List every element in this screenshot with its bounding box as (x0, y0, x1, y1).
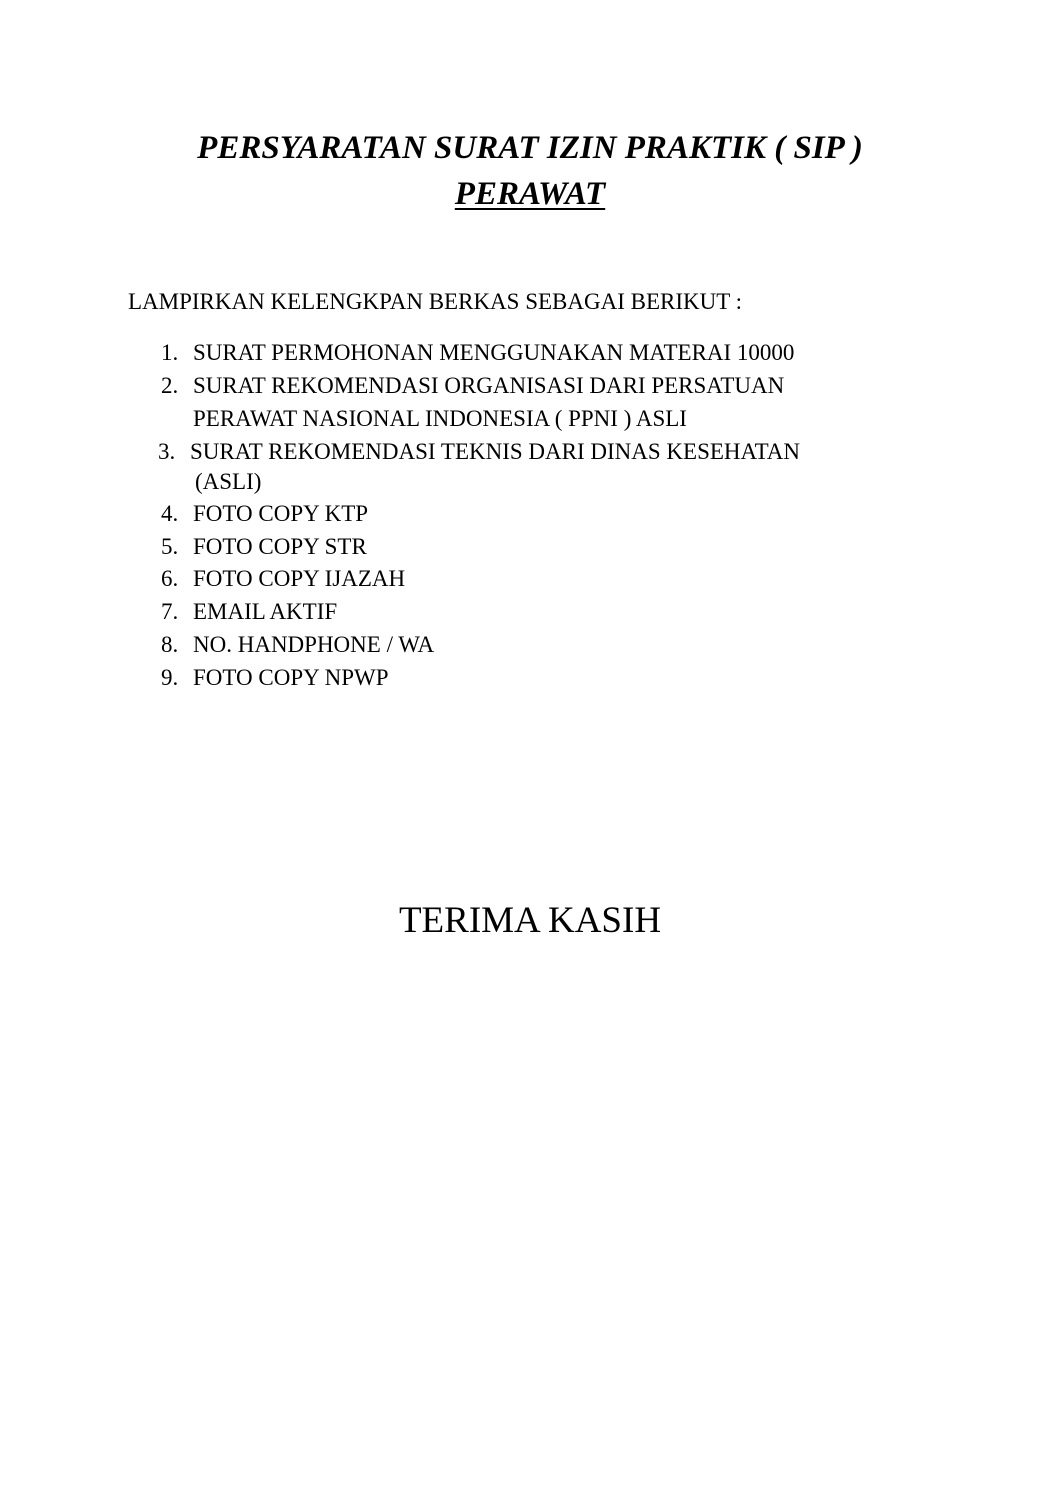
list-item-number: 8. (161, 632, 179, 657)
list-item-continuation: PERAWAT NASIONAL INDONESIA ( PPNI ) ASLI (193, 406, 687, 431)
list-item-text: FOTO COPY STR (193, 534, 367, 559)
intro-text: LAMPIRKAN KELENGKPAN BERKAS SEBAGAI BERIKUT : (128, 289, 743, 314)
list-item-number: 3. (158, 439, 176, 464)
closing-text: TERIMA KASIH (398, 900, 662, 941)
list-item-number: 7. (161, 599, 179, 624)
list-item-text: SURAT REKOMENDASI TEKNIS DARI DINAS KESEHATAN (190, 439, 801, 464)
list-item-continuation: (ASLI) (195, 469, 262, 494)
list-item-number: 6. (161, 566, 179, 591)
list-item-text: SURAT PERMOHONAN MENGGUNAKAN MATERAI 10000 (193, 340, 795, 365)
list-item-text: FOTO COPY KTP (193, 501, 369, 526)
list-item-text: FOTO COPY IJAZAH (193, 566, 406, 591)
list-item-text: SURAT REKOMENDASI ORGANISASI DARI PERSATUAN (193, 373, 785, 398)
list-item-number: 9. (161, 665, 179, 690)
list-item-number: 1. (161, 340, 179, 365)
list-item-number: 5. (161, 534, 179, 559)
document-subtitle-text: PERAWAT (454, 176, 606, 212)
document-subtitle (0, 174, 1060, 214)
list-item-text: FOTO COPY NPWP (193, 665, 389, 690)
list-item-text: NO. HANDPHONE / WA (193, 632, 435, 657)
list-item-number: 4. (161, 501, 179, 526)
document-title: PERSYARATAN SURAT IZIN PRAKTIK ( SIP ) (197, 130, 863, 166)
list-item-text: EMAIL AKTIF (193, 599, 338, 624)
list-item-number: 2. (161, 373, 179, 398)
